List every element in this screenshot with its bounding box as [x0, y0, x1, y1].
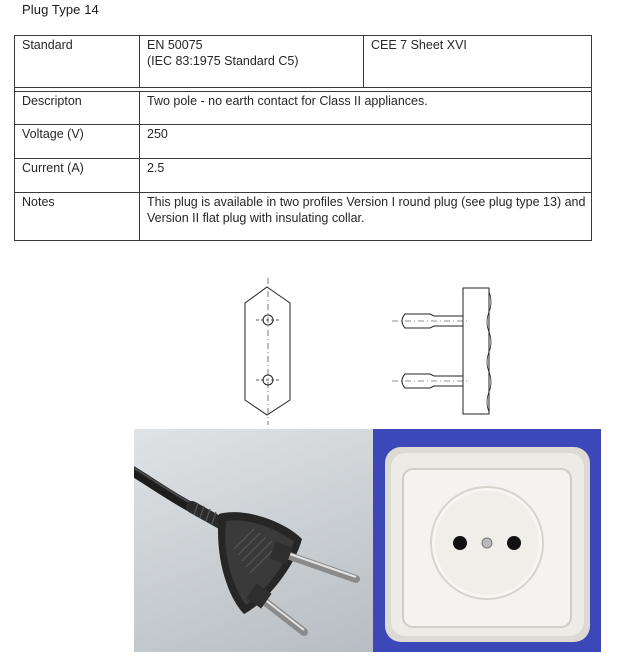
current-label: Current (A)	[15, 159, 140, 193]
standard-value-en: EN 50075	[147, 38, 203, 52]
notes-label: Notes	[15, 193, 140, 241]
plug-side-view-drawing	[392, 288, 491, 414]
description-value: Two pole - no earth contact for Class II appliances.	[140, 92, 592, 125]
standard-label: Standard	[15, 36, 140, 88]
plug-front-view-drawing	[245, 278, 290, 425]
europlug-photo	[134, 429, 373, 652]
current-value: 2.5	[140, 159, 592, 193]
notes-value: This plug is available in two profiles Version I round plug (see plug type 13) and Version II flat plug with insulating collar.	[140, 193, 592, 241]
voltage-value: 250	[140, 125, 592, 159]
voltage-label: Voltage (V)	[15, 125, 140, 159]
page-title: Plug Type 14	[22, 2, 99, 17]
wall-socket-photo	[373, 429, 601, 652]
description-label: Descripton	[15, 92, 140, 125]
standard-value-cee: CEE 7 Sheet XVI	[364, 36, 592, 88]
standard-value-iec: (IEC 83:1975 Standard C5)	[147, 54, 299, 68]
